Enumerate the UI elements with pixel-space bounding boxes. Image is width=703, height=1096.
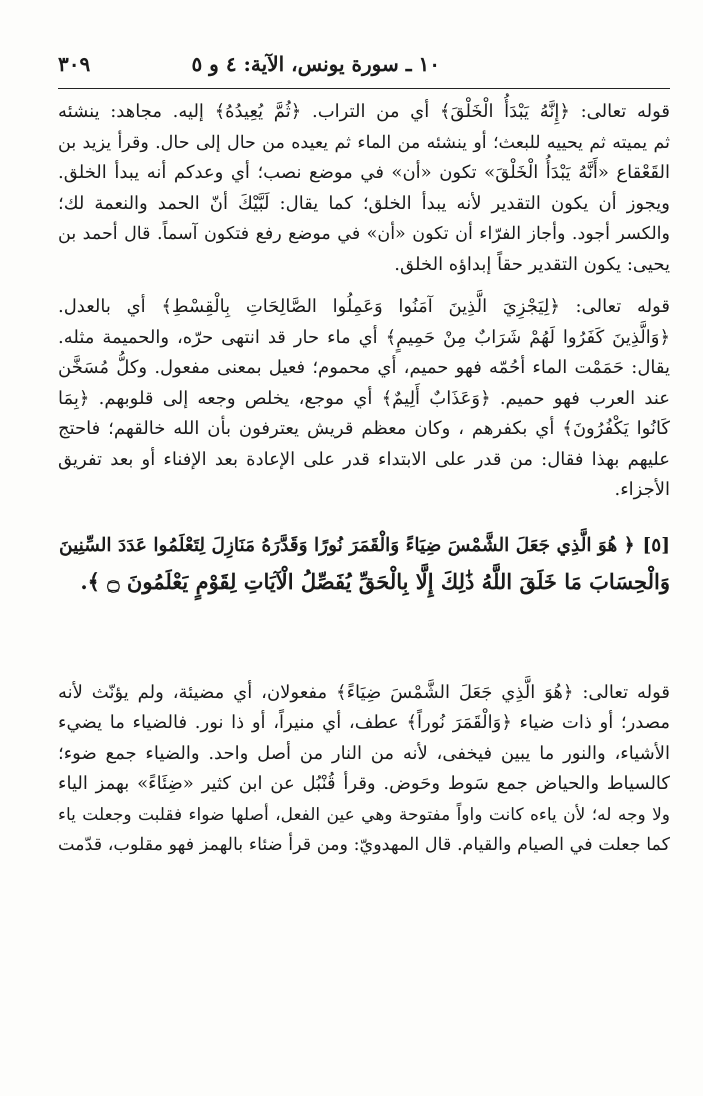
text-line: قوله تعالى: ﴿إِنَّهُ يَبْدَأُ الْخَلْقَ﴾ أي من التراب. ﴿ثُمَّ يُعِيدُهُ﴾ إليه. مجاهد: ينشئه	[58, 101, 670, 122]
text-line: عند العرب فهو حميم. ﴿وَعَذَابٌ أَلِيمٌ﴾ أي موجع، يخلص وجعه إلى قلوبهم. ﴿بِمَا	[58, 387, 670, 409]
text-line: عليهم بهذا فقال: من قدر على الابتداء قدر على الإعادة بعد الإفناء أو بعد تفريق	[58, 448, 670, 470]
verse-line-1	[58, 528, 670, 564]
page-header	[58, 52, 670, 89]
page-number: ٣٠٩	[58, 52, 91, 76]
text-line: قوله تعالى: ﴿هُوَ الَّذِي جَعَلَ الشَّمْسَ ضِيَاءً﴾ مفعولان، أي مضيئة، ولم يؤنّث لأنه	[58, 681, 670, 703]
text-line: ﴿وَالَّذِينَ كَفَرُوا لَهُمْ شَرَابٌ مِنْ حَمِيمٍ﴾ أي ماء حار قد انتهى حرّه، والحميمة مثله.	[58, 326, 670, 348]
running-title: ١٠ ـ سورة يونس، الآية: ٤ و ٥	[191, 52, 440, 76]
text-line: ويجوز أن يكون التقدير لأنه يبدأ الخلق؛ كما يقال: لَبَّيْكَ أنّ الحمد والنعمة لك؛	[58, 192, 671, 214]
text-line: والكسر أجود. وأجاز الفرّاء أن تكون «أن» في موضع رفع فتكون آسماً. قال أحمد بن	[58, 224, 670, 244]
verse-line-2	[58, 564, 670, 600]
text-line: مصدر؛ أو ذات ضياء ﴿وَالْقَمَرَ نُوراً﴾ عطف، أي منيراً، أو ذا نور. فالضياء ما يضيء	[58, 712, 670, 733]
text-line: القَعْقاع «أَنَّهُ يَبْدَأُ الْخَلْقَ» تكون «أن» في موضع نصب؛ أي وعدكم أنه يبدأ الخلق.	[58, 162, 670, 183]
text-line: كَانُوا يَكْفُرُونَ﴾ أي بكفرهم ، وكان معظم قريش يعترفون بأن الله خالقهم؛ فاحتج	[58, 418, 670, 439]
text-line: يقال: حَمَمْت الماء أحُمّه فهو حميم، أي محموم؛ فعيل بمعنى مفعول. وكلُّ مُسَخَّن	[58, 357, 670, 378]
commentary-verse-5	[58, 678, 670, 861]
text-line: الأشياء، والنور ما يبين فيخفى، لأنه من النار من أصل واحد. والضياء جمع ضوء؛	[58, 742, 670, 764]
text-line: قوله تعالى: ﴿لِيَجْزِيَ الَّذِينَ آمَنُوا وَعَمِلُوا الصَّالِحَاتِ بِالْقِسْطِ﴾ أي بالعدل.	[58, 296, 670, 317]
text-line: ولا وجه له؛ لأن ياءه كانت واواً مفتوحة وهي عين الفعل، أصلها ضواء فقلبت وجعلت ياء	[58, 804, 670, 825]
document-page	[58, 52, 670, 861]
text-line: الأجزاء.	[614, 479, 670, 500]
text-line: كالسياط والحياض جمع سَوط وحَوض. وقرأ قُنْبُل عن ابن كثير «ضِئَاءً» بهمز الياء	[58, 773, 670, 794]
commentary-verse-4	[58, 97, 670, 280]
verse-text: وَالْحِسَابَ مَا خَلَقَ اللَّهُ ذَٰلِكَ إِلَّا بِالْحَقِّ يُفَصِّلُ الْآيَاتِ لِقَوْمٍ يَعْلَمُونَ ۝ ﴾.	[80, 568, 670, 594]
verse-number: [٥]	[642, 534, 670, 556]
text-line: كما جعلت في الصيام والقيام. قال المهدويّ: ومن قرأ ضئاء بالهمز فهو مقلوب، قدّمت	[58, 835, 670, 855]
quran-verse-5	[58, 528, 670, 600]
commentary-recompense	[58, 292, 670, 506]
text-line: يحيى: يكون التقدير حقاً إبداؤه الخلق.	[394, 253, 670, 275]
verse-text: ﴿ هُوَ الَّذِي جَعَلَ الشَّمْسَ ضِيَاءً وَالْقَمَرَ نُورًا وَقَدَّرَهُ مَنَازِلَ لِتَعْلَمُوا عَدَدَ السِّنِينَ	[59, 534, 635, 556]
text-line: ثم يميته ثم يحييه للبعث؛ أو ينشئه من الماء ثم يعيده من حال إلى حال. وقرأ يزيد بن	[58, 132, 670, 153]
